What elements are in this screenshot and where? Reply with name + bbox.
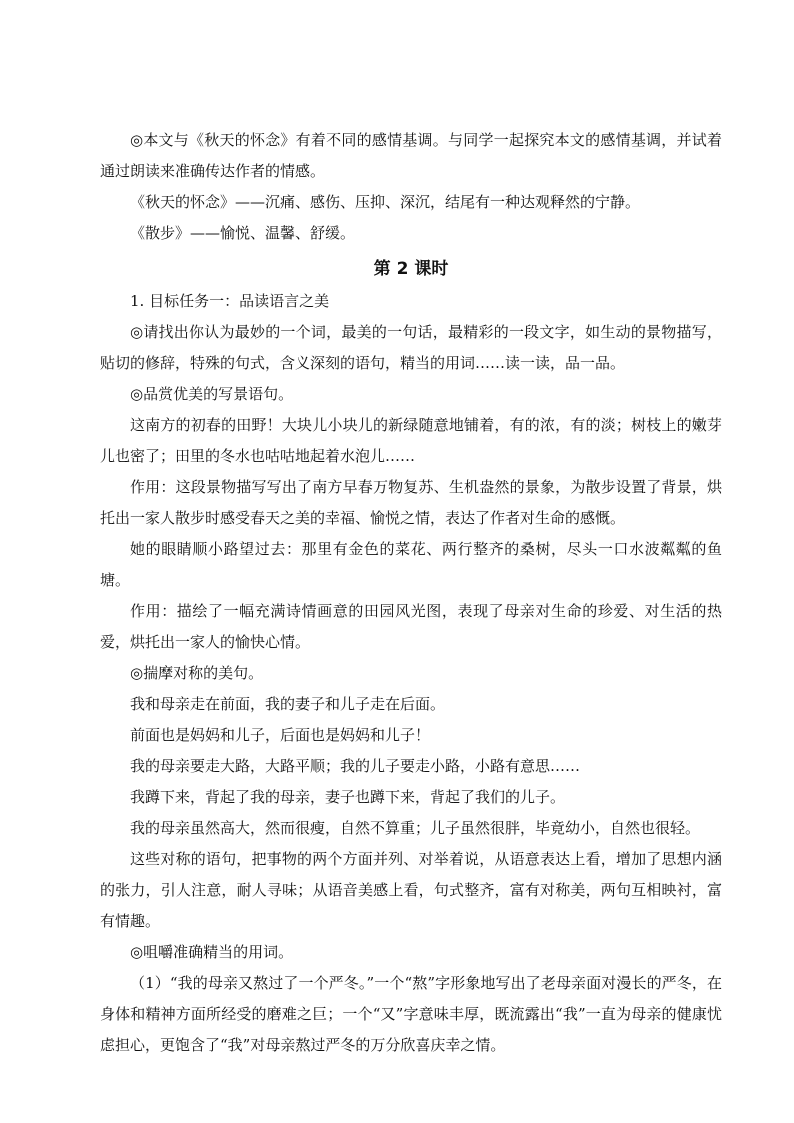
symmetry-line: 前面也是妈妈和儿子，后面也是妈妈和儿子！ — [130, 726, 431, 744]
walk-tone-paragraph: 《散步》——愉悦、温馨、舒缓。 — [130, 224, 356, 242]
lesson-title: 第 2 课时 — [373, 259, 449, 279]
scenery-effect-2: 作用：描绘了一幅充满诗情画意的田园风光图，表现了母亲对生命的珍爱、对生活的热爱，烘托出一家人的愉快心情。 — [100, 602, 722, 651]
word-choice-point-1: （1）“我的母亲又熬过了一个严冬。”一个“熬”字形象地写出了老母亲面对漫长的严冬，在身体和精神方面所经受的磨难之巨；一个“又”字意味丰厚，既流露出“我”一直为母亲的健康忧虑担心，更饱含了“我”对母亲熬过严冬的万分欣喜庆幸之情。 — [100, 974, 722, 1054]
symmetry-line: 我的母亲要走大路，大路平顺；我的儿子要走小路，小路有意思…… — [130, 757, 581, 775]
task-instruction: ◎请找出你认为最妙的一个词，最美的一句话，最精彩的一段文字，如生动的景物描写，贴切的修辞，特殊的句式，含义深刻的语句，精当的用词……读一读，品一品。 — [100, 323, 722, 372]
word-choice-heading: ◎咀嚼准确精当的用词。 — [130, 943, 294, 961]
symmetry-heading: ◎揣摩对称的美句。 — [130, 664, 264, 682]
scenery-heading: ◎品赏优美的写景语句。 — [130, 385, 294, 403]
symmetry-effect: 这些对称的语句，把事物的两个方面并列、对举着说，从语意表达上看，增加了思想内涵的张力，引人注意，耐人寻味；从语音美感上看，句式整齐，富有对称美，两句互相映衬，富有情趣。 — [100, 850, 722, 930]
scenery-effect-1: 作用：这段景物描写写出了南方早春万物复苏、生机盎然的景象，为散步设置了背景，烘托出一家人散步时感受春天之美的幸福、愉悦之情，表达了作者对生命的感慨。 — [100, 478, 722, 527]
symmetry-line: 我和母亲走在前面，我的妻子和儿子走在后面。 — [130, 695, 446, 713]
intro-paragraph: ◎本文与《秋天的怀念》有着不同的感情基调。与同学一起探究本文的感情基调，并试着通过朗读来准确传达作者的情感。 — [100, 131, 722, 180]
scenery-quote-2: 她的眼睛顺小路望过去：那里有金色的菜花、两行整齐的桑树，尽头一口水波粼粼的鱼塘。 — [100, 540, 722, 589]
symmetry-line: 我的母亲虽然高大，然而很瘦，自然不算重；儿子虽然很胖，毕竟幼小，自然也很轻。 — [130, 819, 701, 837]
symmetry-line: 我蹲下来，背起了我的母亲，妻子也蹲下来，背起了我们的儿子。 — [130, 788, 566, 806]
task-heading: 1. 目标任务一：品读语言之美 — [130, 292, 330, 310]
scenery-quote-1: 这南方的初春的田野！大块儿小块儿的新绿随意地铺着，有的浓，有的淡；树枝上的嫩芽儿也密了；田里的冬水也咕咕地起着水泡儿…… — [100, 416, 722, 465]
document-page — [100, 125, 722, 1061]
autumn-tone-paragraph: 《秋天的怀念》——沉痛、感伤、压抑、深沉，结尾有一种达观释然的宁静。 — [130, 193, 641, 211]
